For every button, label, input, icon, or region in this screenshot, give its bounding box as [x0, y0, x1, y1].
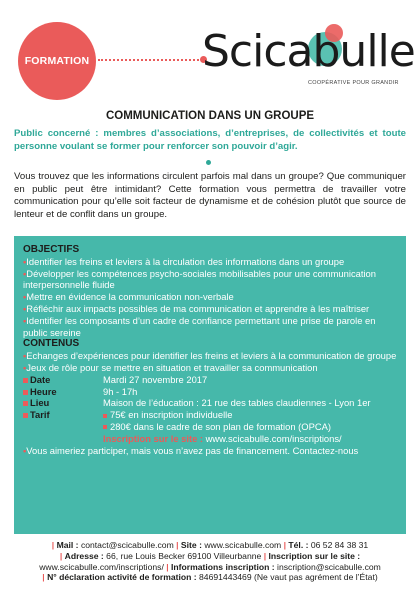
bullet-icon: • — [23, 291, 27, 303]
list-item: •Réfléchir aux impacts possibles de ma communication et apprendre à les maîtriser — [23, 302, 370, 314]
dotted-connector — [98, 59, 203, 61]
list-item: •Mettre en évidence la communication non-verbale — [23, 291, 234, 303]
lieu-label: Lieu — [30, 397, 50, 409]
list-item: •Identifier les freins et leviers à la circulation des informations dans un groupe — [23, 255, 345, 267]
square-bullet-icon — [23, 413, 28, 418]
tarif-label: Tarif — [30, 409, 50, 421]
financement-note: •Vous aimeriez participer, mais vous n’avez pas de financement. Contactez-nous — [23, 444, 359, 456]
logo-wordmark: Scicabulle — [202, 26, 415, 77]
bullet-icon: • — [23, 361, 27, 373]
insc-site-link[interactable]: www.scicabulle.com/inscriptions/ — [39, 561, 164, 572]
objectifs-heading: OBJECTIFS — [23, 244, 80, 255]
public-concerne: Public concerné : membres d’associations, d’entreprises, de collectivités et toute personne voulant se former pour renforcer son pouvoir d’agir. — [14, 128, 406, 152]
bullet-icon: • — [23, 302, 27, 314]
separator-dot — [206, 160, 211, 165]
bullet-icon: • — [23, 350, 27, 362]
list-item: •Identifier les composants d’un cadre de confiance permettant une prise de parole en public sereine — [23, 314, 376, 338]
heure-row — [23, 386, 399, 398]
date-value: Mardi 27 novembre 2017 — [103, 373, 208, 385]
square-bullet-icon — [23, 401, 28, 406]
bullet-icon: • — [23, 314, 27, 326]
site-link[interactable]: www.scicabulle.com — [204, 540, 282, 550]
inscription-label: Inscription sur le site : — [103, 432, 204, 444]
logo-tagline: COOPÉRATIVE POUR GRANDIR — [308, 80, 399, 86]
badge-label: FORMATION — [24, 55, 90, 67]
square-bullet-icon — [23, 390, 28, 395]
site-label: Site : — [180, 540, 202, 550]
list-item: •Echanges d’expériences pour identifier les freins et leviers à la communication de groupe — [23, 350, 397, 362]
contenus-heading: CONTENUS — [23, 338, 80, 350]
inscription-link[interactable]: www.scicabulle.com/inscriptions/ — [205, 432, 342, 444]
square-bullet-icon — [103, 414, 107, 418]
date-label: Date — [30, 373, 51, 385]
mail-link[interactable]: contact@scicabulle.com — [80, 540, 174, 550]
intro-paragraph: Vous trouvez que les informations circulent parfois mal dans un groupe? Que communiquer en public peut être intimidant? Cette formation vous permettra de travailler votre communication pour qu’elle soit facteur de dynamisme et de cohésion plutôt que source de lenteur et de conflit dans un groupe. — [14, 171, 406, 220]
tel-value: 06 52 84 38 31 — [310, 540, 369, 550]
list-item: •Jeux de rôle pour se mettre en situation et travailler sa communication — [23, 361, 318, 373]
page-title: COMMUNICATION DANS UN GROUPE — [105, 110, 315, 122]
info-panel — [14, 236, 406, 534]
tarif-individuel: 75€ en inscription individuelle — [110, 409, 233, 421]
insc-site-label: Inscription sur le site : — [268, 550, 361, 561]
formation-badge — [18, 22, 96, 100]
lieu-row — [23, 397, 399, 409]
tarif-row — [23, 409, 399, 444]
list-item: •Développer les compétences psycho-sociales mobilisables pour une communication interpersonnelle fluide — [23, 267, 376, 291]
square-bullet-icon — [23, 378, 28, 383]
tarif-opca: 280€ dans le cadre de son plan de formation (OPCA) — [110, 420, 331, 432]
tel-label: Tél. : — [288, 540, 309, 550]
scicabulle-logo — [202, 24, 415, 104]
heure-value: 9h - 17h — [103, 385, 138, 397]
decl-value: 84691443469 (Ne vaut pas agrément de l’État) — [199, 572, 378, 583]
lieu-value: Maison de l’éducation : 21 rue des tables claudiennes - Lyon 1er — [103, 397, 371, 409]
adresse-value: 66, rue Louis Becker 69100 Villeurbanne — [106, 550, 262, 561]
decl-label: N° déclaration activité de formation : — [47, 572, 197, 583]
adresse-label: Adresse : — [64, 550, 104, 561]
bullet-icon: • — [23, 444, 27, 456]
infos-label: Informations inscription : — [171, 561, 275, 572]
mail-label: Mail : — [56, 540, 79, 550]
square-bullet-icon — [103, 425, 107, 429]
bullet-icon: • — [23, 267, 27, 279]
contact-footer: | Mail : contact@scicabulle.com | Site : www.scicabulle.com | Tél. : 06 52 84 38 31 | Adresse : 66, rue Louis Becker 69100 Villeurbanne | Inscription sur le site : www.scicabulle.com/inscriptions/ | Informations inscription : inscription@scicabulle.com | N° déclaration activité de formation : 84691443469 (Ne vaut pas agrément de l’État) — [39, 540, 381, 583]
date-row — [23, 374, 399, 386]
infos-link[interactable]: inscription@scicabulle.com — [277, 561, 381, 572]
bullet-icon: • — [23, 255, 27, 267]
heure-label: Heure — [30, 385, 57, 397]
